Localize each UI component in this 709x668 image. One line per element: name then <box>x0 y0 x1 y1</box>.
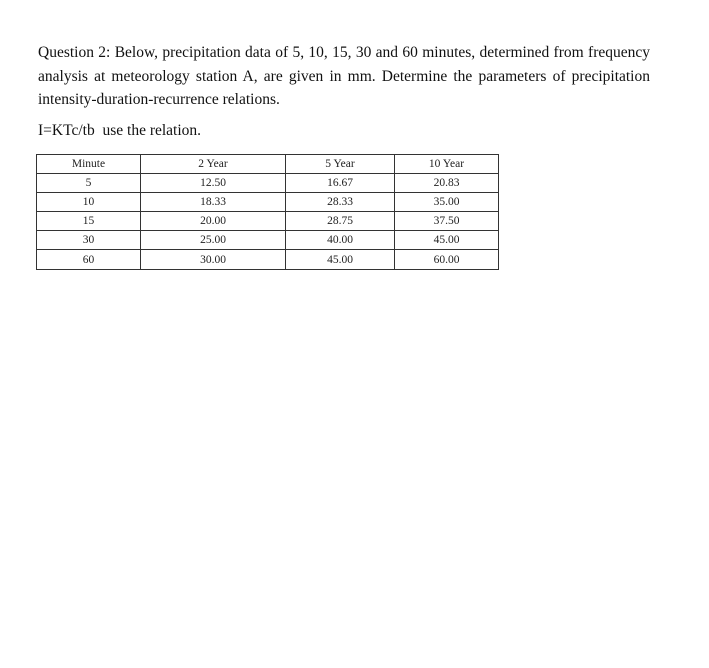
table-cell: 40.00 <box>286 231 395 250</box>
table-cell: 20.83 <box>395 174 499 193</box>
table-row <box>37 212 499 231</box>
table-cell: 35.00 <box>395 193 499 212</box>
table-row <box>37 174 499 193</box>
table-cell: 45.00 <box>395 231 499 250</box>
table-cell: 5 <box>37 174 141 193</box>
table-cell: 15 <box>37 212 141 231</box>
header-5-year: 5 Year <box>286 155 395 174</box>
table-cell: 28.33 <box>286 193 395 212</box>
header-minute: Minute <box>37 155 141 174</box>
table-cell: 10 <box>37 193 141 212</box>
table-cell: 18.33 <box>141 193 286 212</box>
table-cell: 60 <box>37 250 141 270</box>
header-10-year: 10 Year <box>395 155 499 174</box>
table-cell: 25.00 <box>141 231 286 250</box>
table-cell: 20.00 <box>141 212 286 231</box>
table-row <box>37 193 499 212</box>
table-cell: 45.00 <box>286 250 395 270</box>
table-header-row <box>37 155 499 174</box>
question-text: Question 2: Below, precipitation data of 5, 10, 15, 30 and 60 minutes, determined from frequency analysis at meteorology station A, are given in mm. Determine the parameters of precipitation intensity-duration-recurrence relations. <box>38 44 650 108</box>
table-cell: 30 <box>37 231 141 250</box>
table-cell: 37.50 <box>395 212 499 231</box>
relation-text: I=KTc/tb use the relation. <box>38 122 202 139</box>
table-cell: 16.67 <box>286 174 395 193</box>
table-cell: 12.50 <box>141 174 286 193</box>
table-cell: 60.00 <box>395 250 499 270</box>
precipitation-table <box>36 154 499 270</box>
table-row <box>37 231 499 250</box>
table-row <box>37 250 499 270</box>
header-2-year: 2 Year <box>141 155 286 174</box>
table-cell: 28.75 <box>286 212 395 231</box>
table-cell: 30.00 <box>141 250 286 270</box>
